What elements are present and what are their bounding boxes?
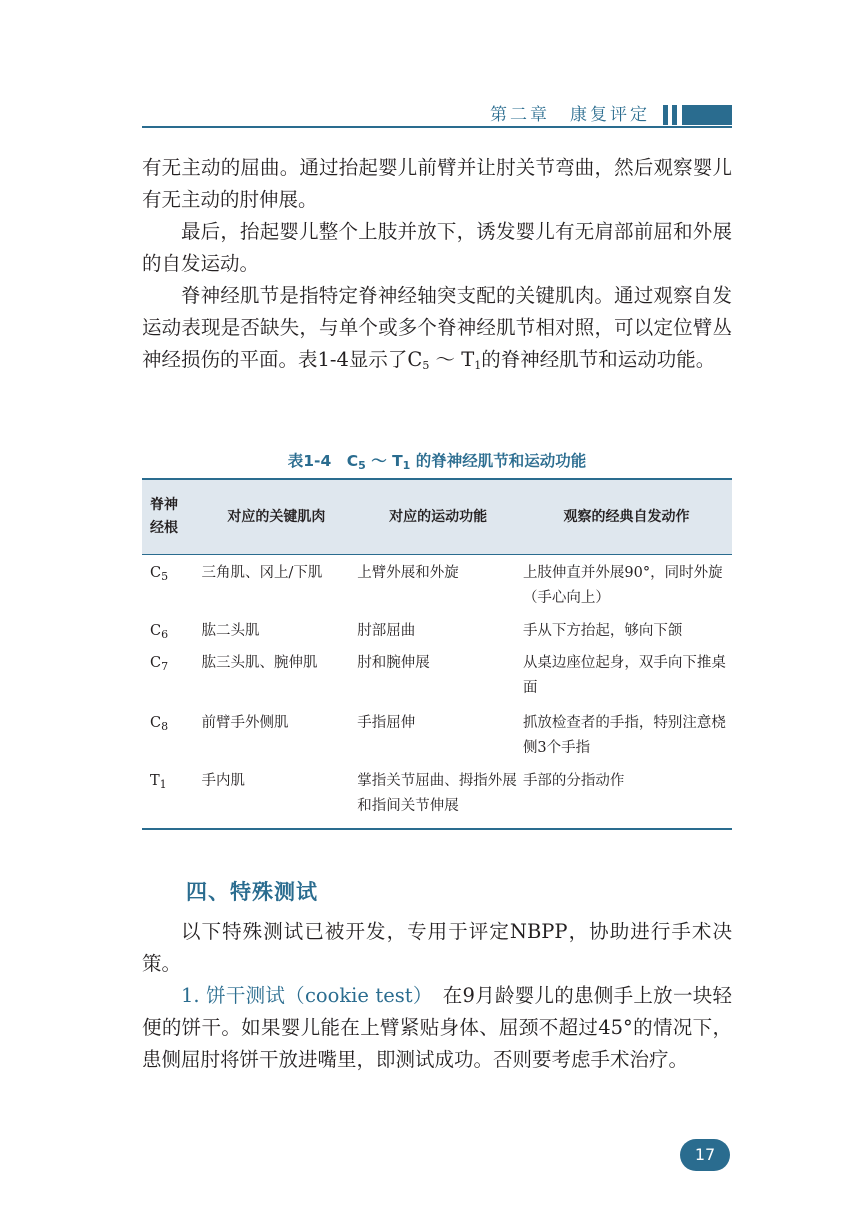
table-row (142, 649, 732, 709)
cell-action: 手部的分指动作 (522, 772, 625, 789)
table-row (142, 767, 732, 829)
cell-action: 抓放检查者的手指，特别注意桡侧3个手指 (522, 714, 726, 756)
table-row (142, 709, 732, 767)
page-number: 17 (680, 1139, 730, 1171)
cell-action: 手从下方抬起，够向下颌 (522, 622, 683, 639)
header-muscle: 对应的关键肌肉 (227, 508, 326, 525)
item-1-title: 1. 饼干测试（cookie test） (181, 984, 423, 1007)
table-row (142, 617, 732, 649)
table-caption: 表1-4 $C_5$ ～ $T_1$ 的脊神经肌节和运动功能 (287, 452, 587, 472)
cell-muscle: 三角肌、冈上/下肌 (201, 565, 323, 581)
header-function: 对应的运动功能 (389, 508, 488, 525)
item-1 (142, 980, 732, 1076)
cell-function: 肘和腕伸展 (357, 654, 430, 671)
chapter-title: 第二章 康复评定 (490, 105, 650, 125)
paragraph-2: 最后，抬起婴儿整个上肢并放下，诱发婴儿有无肩部前屈和外展的自发运动。 (142, 220, 732, 275)
section-title: 四、特殊测试 (186, 880, 318, 904)
paragraph-3: 脊神经肌节是指特定脊神经轴突支配的关键肌肉。通过观察自发运动表现是否缺失，与单个或多个脊神经肌节相对照，可以定位臂丛神经损伤的平面。表1-4显示了$C_5$ ～ $T_1$的脊神经肌节和运动功能。 (142, 284, 732, 372)
paragraph-1: 有无主动的屈曲。通过抬起婴儿前臂并让肘关节弯曲，然后观察婴儿有无主动的肘伸展。 (142, 156, 732, 211)
header-root: 脊神 经根 (150, 497, 178, 536)
cell-muscle: 肱二头肌 (201, 622, 260, 639)
cell-function: 手指屈伸 (357, 714, 416, 731)
cell-root: $T_1$ (150, 772, 167, 791)
running-header (142, 104, 732, 128)
cell-root: $C_6$ (150, 622, 169, 641)
table-header-row (142, 479, 732, 555)
cell-action: 上肢伸直并外展90°，同时外旋（手心向上） (522, 565, 723, 606)
table-row (142, 555, 732, 617)
header-action: 观察的经典自发动作 (563, 508, 690, 525)
cell-root: $C_5$ (150, 565, 169, 583)
cell-muscle: 肱三头肌、腕伸肌 (201, 654, 318, 671)
cell-function: 肘部屈曲 (357, 622, 416, 639)
cell-root: $C_7$ (150, 654, 169, 673)
cell-muscle: 手内肌 (201, 772, 245, 789)
cell-function: 上臂外展和外旋 (357, 565, 459, 581)
myotome-table (142, 478, 732, 830)
section-intro: 以下特殊测试已被开发，专用于评定NBPP，协助进行手术决策。 (142, 920, 732, 975)
item-1-text: 在9月龄婴儿的患侧手上放一块轻便的饼干。如果婴儿能在上臂紧贴身体、屈颈不超过45°的情况下，患侧屈肘将饼干放进嘴里，即测试成功。否则要考虑手术治疗。 (142, 984, 732, 1071)
body-text-top (142, 152, 732, 382)
cell-muscle: 前臂手外侧肌 (201, 714, 289, 731)
cell-function: 掌指关节屈曲、拇指外展和指间关节伸展 (357, 772, 517, 814)
body-text-bottom (142, 916, 732, 1076)
cell-action: 从桌边座位起身，双手向下推桌面 (522, 654, 726, 696)
cell-root: $C_8$ (150, 714, 169, 733)
